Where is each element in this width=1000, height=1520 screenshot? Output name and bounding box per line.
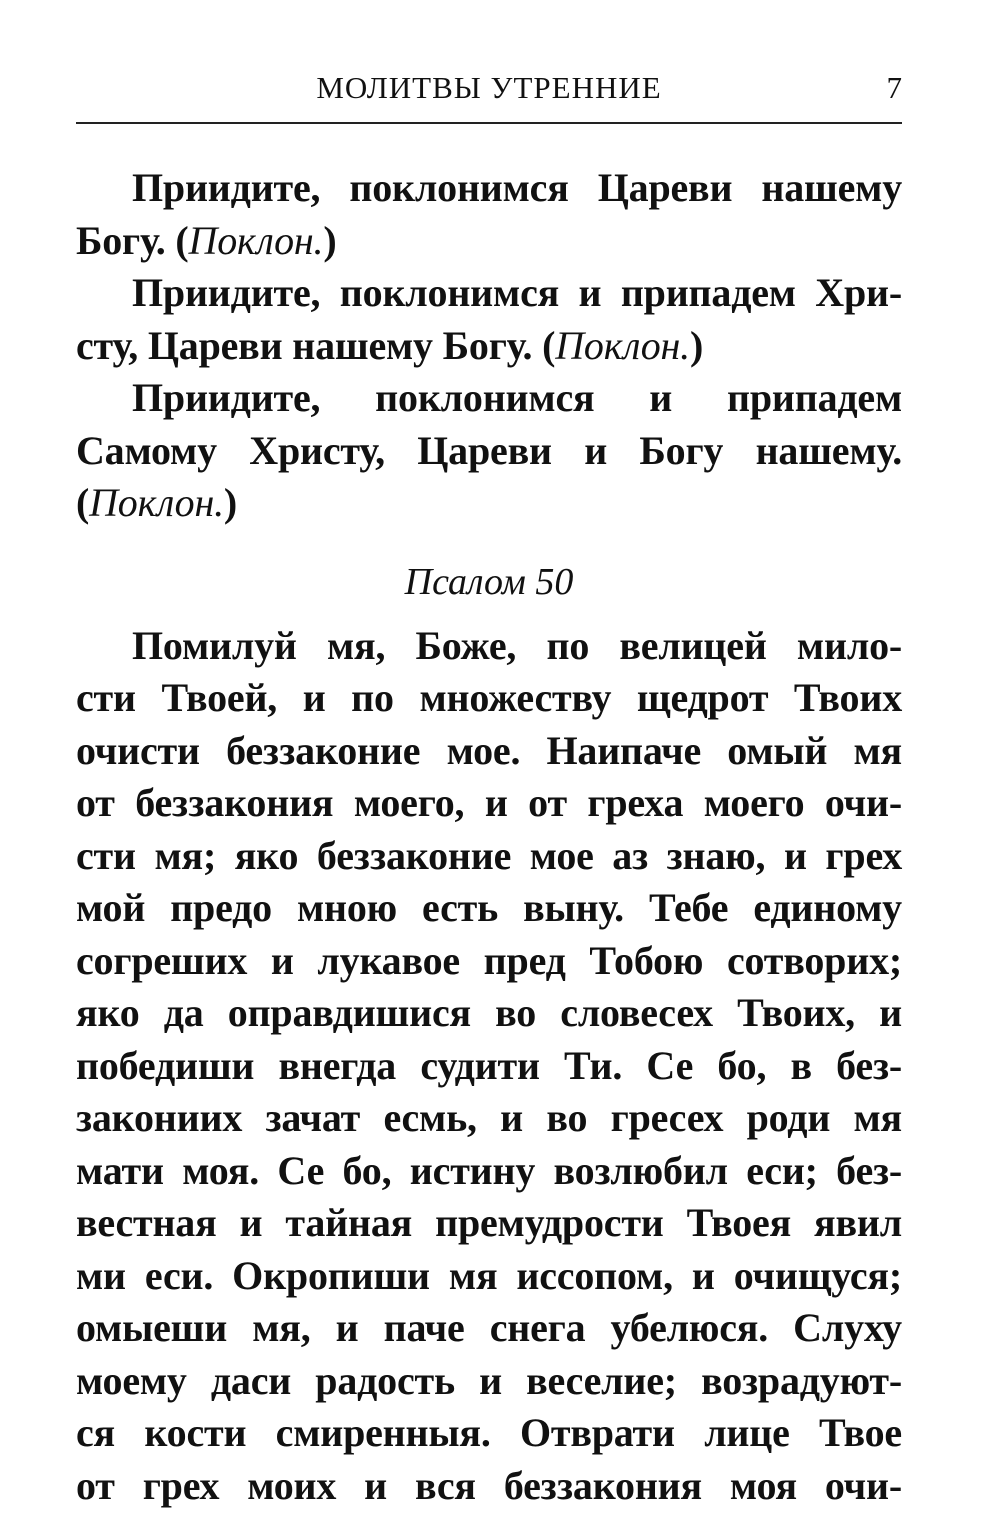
text-line: закониих зачат есмь, и во гресех роди мя (76, 1095, 902, 1140)
text-line: победиши внегда судити Ти. Се бо, в без- (76, 1042, 902, 1088)
text-line: Приидите, поклонимся Цареви нашему (132, 165, 902, 210)
invocation-2 (76, 267, 902, 372)
prayer-text (76, 162, 902, 1512)
text-line: Приидите, поклонимся и припадем (132, 375, 902, 420)
text-line: от грех моих и вся беззакония моя очи- (76, 1462, 902, 1508)
page-number: 7 (886, 70, 902, 105)
text-line: омыеши мя, и паче снега убелюся. Слуху (76, 1305, 902, 1350)
psalm-text (76, 620, 902, 1513)
text-line: от беззакония моего, и от греха моего очи- (76, 780, 902, 825)
text-line: (Поклон.) (76, 480, 238, 525)
rubric-bow: Поклон. (188, 217, 324, 263)
rubric-bow: Поклон. (555, 322, 690, 368)
text-line: сти мя; яко беззаконие мое аз знаю, и грех (76, 832, 902, 878)
text-line: сти Твоей, и по множеству щедрот Твоих (76, 675, 902, 720)
text-fragment: сту, Цареви нашему Богу. (76, 322, 533, 368)
text-line: Богу. (Поклон.) (76, 217, 337, 263)
text-line: сту, Цареви нашему Богу. (Поклон.) (76, 322, 704, 368)
running-header (76, 60, 902, 124)
text-line: очисти беззаконие мое. Наипаче омый мя (76, 727, 902, 773)
book-page (76, 60, 902, 1512)
psalm-heading: Псалом 50 (404, 560, 574, 603)
text-line: Помилуй мя, Боже, по велицей мило- (132, 622, 902, 668)
text-line: Самому Христу, Цареви и Богу нашему. (76, 427, 902, 473)
text-line: Приидите, поклонимся и припадем Хри- (132, 270, 902, 315)
rubric-bow: Поклон. (89, 480, 224, 525)
text-line: мати моя. Се бо, истину возлюбил еси; без- (76, 1147, 902, 1193)
text-line: ми еси. Окропиши мя иссопом, и очищуся; (76, 1252, 902, 1298)
text-fragment: Богу. (76, 217, 166, 263)
text-line: моему даси радость и веселие; возрадуют- (76, 1357, 902, 1403)
text-line: яко да оправдишися во словесех Твоих, и (76, 990, 902, 1035)
text-line: вестная и тайная премудрости Твоея явил (76, 1200, 902, 1245)
text-line: ся кости смиренныя. Отврати лице Твое (76, 1410, 902, 1455)
text-line: мой предо мною есть выну. Тебе единому (76, 885, 902, 930)
text-line: согреших и лукавое пред Тобою сотворих; (76, 937, 902, 983)
running-title: МОЛИТВЫ УТРЕННИЕ (316, 70, 662, 105)
invocation-1 (76, 162, 902, 267)
invocation-3 (76, 372, 902, 530)
